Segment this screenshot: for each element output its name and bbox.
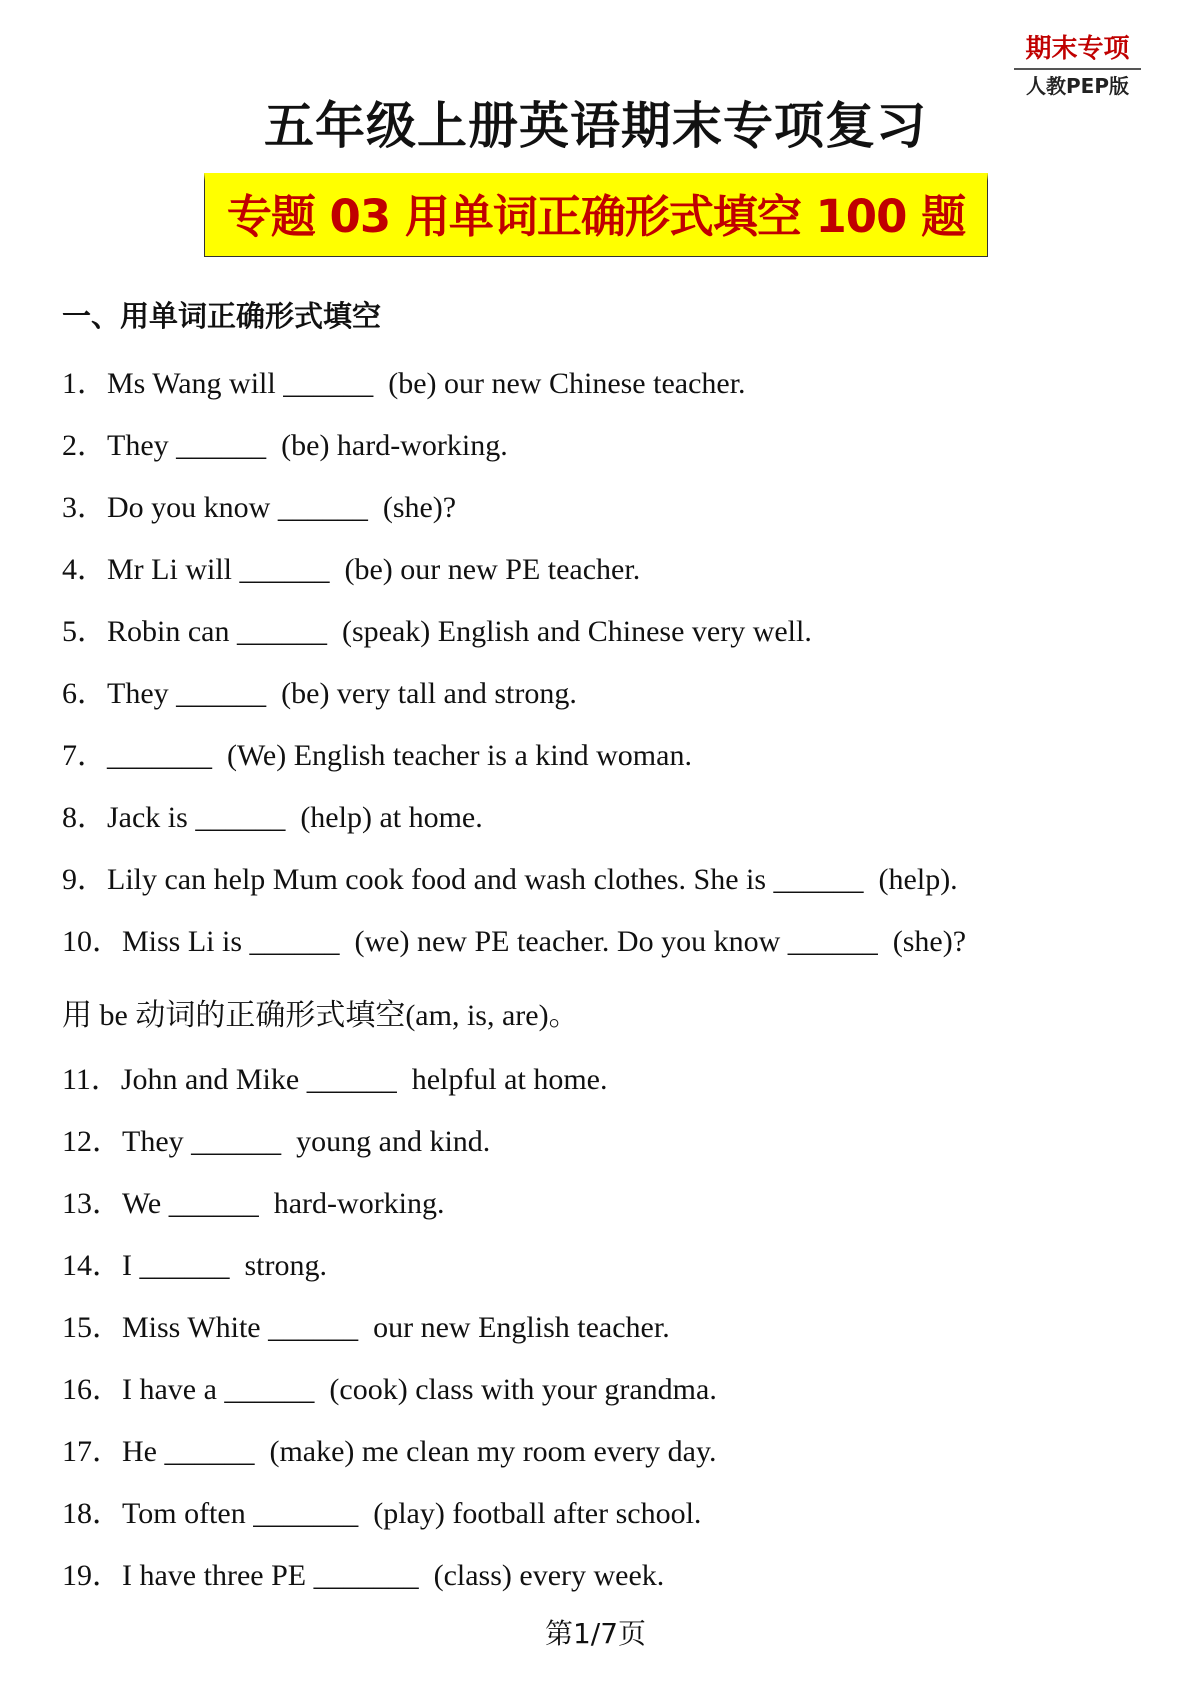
instruction-note: 用 be 动词的正确形式填空(am, is, are)。 [62, 999, 579, 1032]
question-item: 4．Mr Li will ______ (be) our new PE teacher. [62, 553, 641, 586]
question-item: 2．They ______ (be) hard-working. [62, 429, 508, 462]
badge-divider [1014, 68, 1141, 70]
question-item: 15．Miss White ______ our new English teacher. [62, 1311, 670, 1344]
badge-top: 期末专项 [1025, 34, 1130, 64]
badge-bottom: 人教PEP版 [1026, 74, 1129, 98]
question-item: 13．We ______ hard-working. [62, 1187, 445, 1220]
question-item: 9．Lily can help Mum cook food and wash clothes. She is ______ (help). [62, 863, 958, 896]
question-item: 12．They ______ young and kind. [62, 1125, 491, 1158]
question-item: 10．Miss Li is ______ (we) new PE teacher. Do you know ______ (she)? [62, 925, 967, 958]
question-item: 17．He ______ (make) me clean my room every day. [62, 1435, 717, 1468]
question-item: 8．Jack is ______ (help) at home. [62, 801, 483, 834]
topic-banner-text: 专题 03 用单词正确形式填空 100 题 [226, 190, 966, 243]
question-item: 18．Tom often _______ (play) football after school. [62, 1497, 702, 1530]
question-item: 11．John and Mike ______ helpful at home. [62, 1063, 608, 1096]
question-item: 1．Ms Wang will ______ (be) our new Chinese teacher. [62, 367, 746, 400]
question-item: 16．I have a ______ (cook) class with your grandma. [62, 1373, 717, 1406]
question-item: 7．_______ (We) English teacher is a kind woman. [62, 739, 692, 772]
question-item: 19．I have three PE _______ (class) every week. [62, 1559, 665, 1592]
question-item: 3．Do you know ______ (she)? [62, 491, 457, 524]
question-item: 5．Robin can ______ (speak) English and Chinese very well. [62, 615, 812, 648]
question-item: 14．I ______ strong. [62, 1249, 327, 1282]
section-heading: 一、用单词正确形式填空 [62, 299, 382, 333]
topic-banner [204, 173, 988, 257]
page-number: 第1/7页 [544, 1617, 647, 1650]
page-title: 五年级上册英语期末专项复习 [264, 97, 927, 155]
question-item: 6．They ______ (be) very tall and strong. [62, 677, 577, 710]
